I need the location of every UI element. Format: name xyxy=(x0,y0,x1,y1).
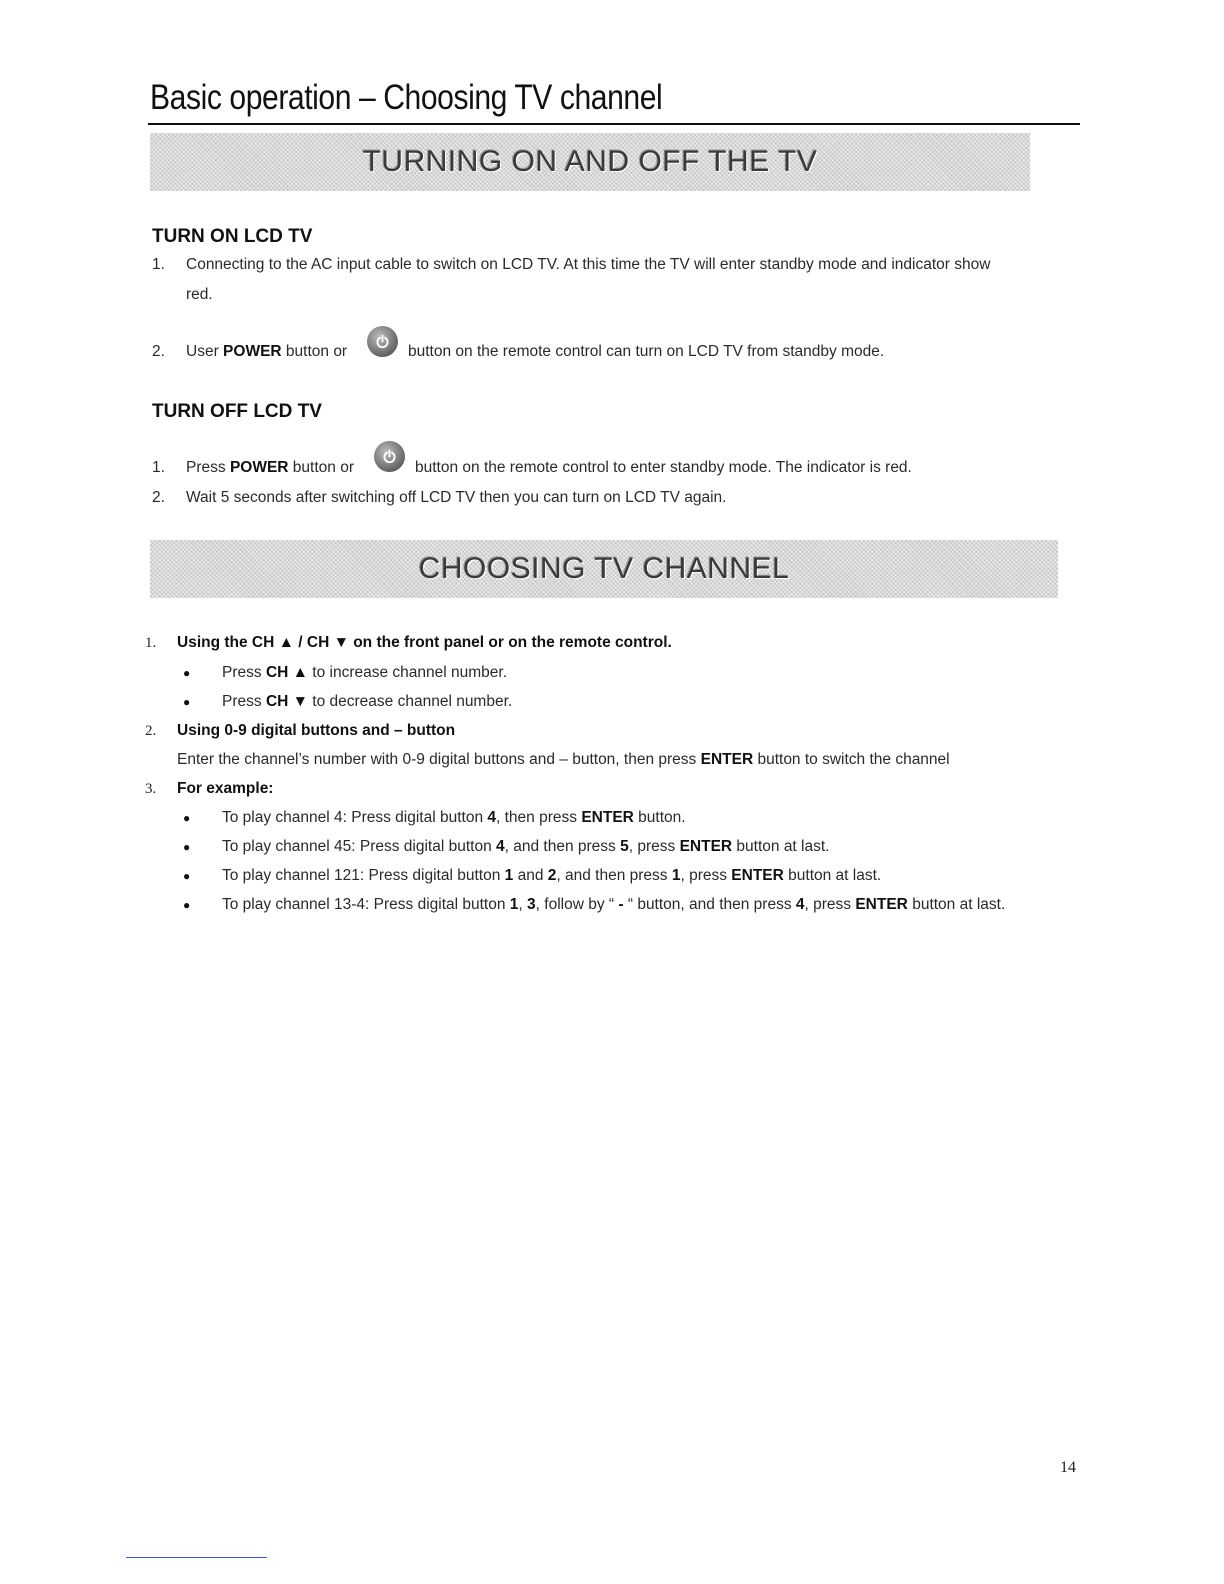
channel-up-down-heading: Using the CH ▲ / CH ▼ on the front panel or on the remote control. xyxy=(177,634,672,651)
section-number: 2. xyxy=(145,723,157,739)
footer-link-underline xyxy=(126,1557,267,1558)
digit: 4 xyxy=(795,896,805,913)
list-number: 1. xyxy=(152,256,165,273)
digit: 4 xyxy=(496,838,505,855)
section-banner-choosing-channel xyxy=(150,540,1058,598)
turn-off-heading: TURN OFF LCD TV xyxy=(152,401,322,422)
text: , and then press xyxy=(556,867,672,884)
text: , xyxy=(518,896,528,913)
text: to increase channel number. xyxy=(307,664,508,681)
example-channel-4 xyxy=(222,809,686,827)
text: Press xyxy=(222,693,266,710)
text: button at last. xyxy=(907,896,1006,913)
text: To play channel 13-4: Press digital button xyxy=(222,896,510,913)
enter-label: ENTER xyxy=(700,751,754,768)
text: To play channel 45: Press digital button xyxy=(222,838,497,855)
channel-down-item xyxy=(222,693,512,711)
example-channel-45 xyxy=(222,838,829,856)
text: Press xyxy=(222,664,266,681)
section-number: 3. xyxy=(145,781,157,797)
text: Press xyxy=(186,459,230,476)
bullet: ● xyxy=(183,666,191,680)
digit: 1 xyxy=(509,896,519,913)
banner-label: CHOOSING TV CHANNEL xyxy=(418,552,790,585)
text: button or xyxy=(288,459,354,476)
title-rule xyxy=(148,123,1080,125)
turn-off-step-2: Wait 5 seconds after switching off LCD TV then you can turn on LCD TV again. xyxy=(186,489,727,506)
text: User xyxy=(186,343,224,360)
text: Enter the channel’s number with 0-9 digital buttons and – button, then press xyxy=(177,751,701,768)
digit: 2 xyxy=(547,867,557,884)
turn-off-step-1 xyxy=(186,459,354,477)
turn-on-step-1-line-2: red. xyxy=(186,286,213,303)
text: , then press xyxy=(496,809,582,826)
text: , follow by “ xyxy=(535,896,619,913)
ch-up-label: CH ▲ xyxy=(265,664,308,681)
text: To play channel 4: Press digital button xyxy=(222,809,488,826)
page-number: 14 xyxy=(1060,1459,1076,1476)
bullet: ● xyxy=(183,811,191,825)
text: button at last. xyxy=(783,867,882,884)
text: To play channel 121: Press digital button xyxy=(222,867,505,884)
enter-label: ENTER xyxy=(581,809,634,826)
text: button to switch the channel xyxy=(753,751,950,768)
example-channel-13-4 xyxy=(222,896,1005,914)
power-label: POWER xyxy=(229,459,289,476)
ch-down-label: CH ▼ xyxy=(265,693,308,710)
turn-on-heading: TURN ON LCD TV xyxy=(152,226,313,247)
digit: 3 xyxy=(527,896,536,913)
turn-off-step-1-rest: button on the remote control to enter standby mode. The indicator is red. xyxy=(415,459,912,476)
bullet: ● xyxy=(183,898,191,912)
enter-label: ENTER xyxy=(855,896,908,913)
list-number: 2. xyxy=(152,489,165,506)
enter-label: ENTER xyxy=(679,838,733,855)
digit: 1 xyxy=(671,867,681,884)
turn-on-step-1-line-1: Connecting to the AC input cable to switch on LCD TV. At this time the TV will enter standby mode and indicator show xyxy=(186,256,991,273)
turn-on-step-2 xyxy=(186,343,347,361)
turn-on-step-2-rest: button on the remote control can turn on LCD TV from standby mode. xyxy=(408,343,885,360)
digit: 1 xyxy=(504,867,514,884)
text: , press xyxy=(804,896,856,913)
example-channel-121 xyxy=(222,867,881,885)
text: button or xyxy=(281,343,348,360)
dash-label: - xyxy=(618,896,624,913)
text: and xyxy=(513,867,548,884)
list-number: 1. xyxy=(152,459,165,476)
bullet: ● xyxy=(183,695,191,709)
page-title: Basic operation – Choosing TV channel xyxy=(150,78,663,117)
list-number: 2. xyxy=(152,343,165,360)
bullet: ● xyxy=(183,840,191,854)
digital-buttons-heading: Using 0-9 digital buttons and – button xyxy=(177,722,456,739)
power-icon xyxy=(374,441,405,472)
enter-label: ENTER xyxy=(731,867,784,884)
bullet: ● xyxy=(183,869,191,883)
text: button. xyxy=(633,809,686,826)
example-heading: For example: xyxy=(177,780,274,797)
text: button at last. xyxy=(732,838,830,855)
digital-buttons-text xyxy=(177,751,950,769)
text: to decrease channel number. xyxy=(307,693,513,710)
digit: 5 xyxy=(620,838,629,855)
channel-up-item xyxy=(222,664,507,682)
digit: 4 xyxy=(487,809,497,826)
text: , press xyxy=(628,838,680,855)
section-banner-turning-on-off xyxy=(150,133,1030,191)
section-number: 1. xyxy=(145,635,157,651)
text: , and then press xyxy=(504,838,621,855)
power-label: POWER xyxy=(223,343,282,360)
text: “ button, and then press xyxy=(623,896,796,913)
text: , press xyxy=(680,867,732,884)
banner-label: TURNING ON AND OFF THE TV xyxy=(362,145,818,178)
power-icon xyxy=(367,326,398,357)
